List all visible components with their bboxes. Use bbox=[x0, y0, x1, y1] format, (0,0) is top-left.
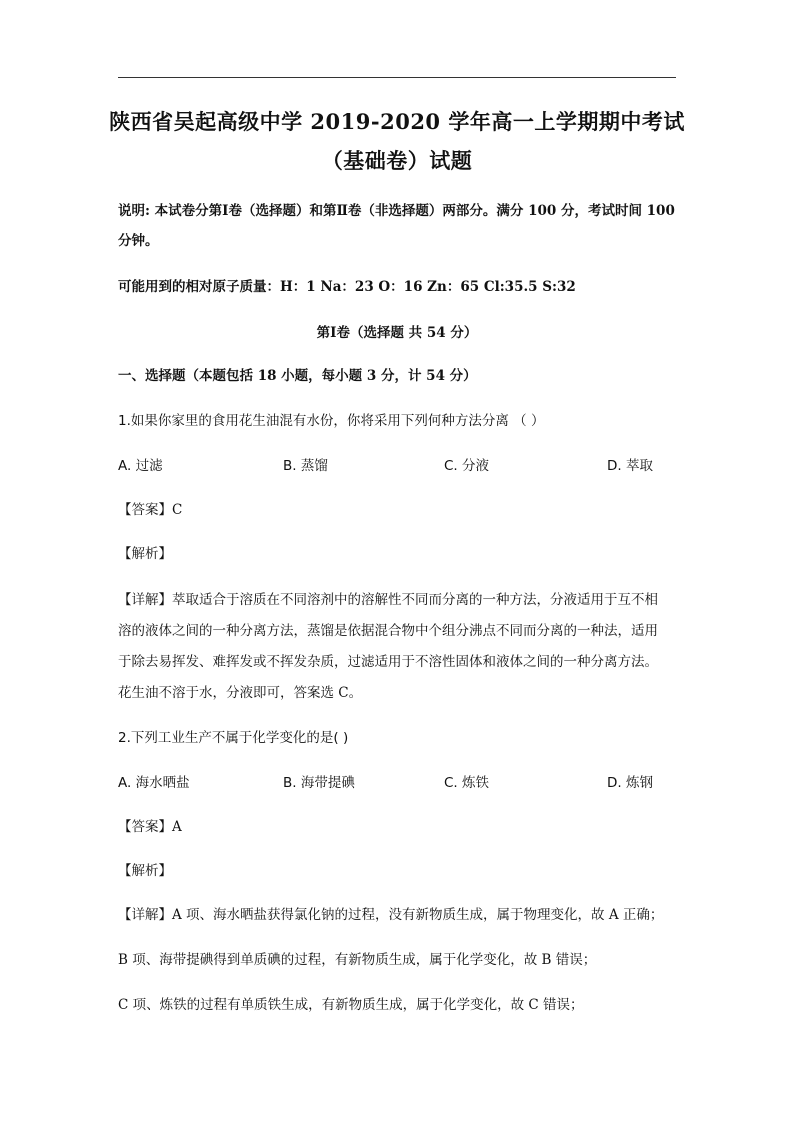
page-subtitle: （基础卷）试题 bbox=[321, 148, 473, 173]
exam-description-cont: 分钟。 bbox=[118, 233, 159, 249]
detail-line: C 项、炼铁的过程有单质铁生成，有新物质生成，属于化学变化，故 C 错误； bbox=[118, 997, 584, 1013]
option-d: D. 炼钢 bbox=[607, 775, 653, 791]
detail-line: 【详解】萃取适合于溶质在不同溶剂中的溶解性不同而分离的一种方法，分液适用于互不相 bbox=[118, 592, 658, 608]
answer: 【答案】A bbox=[118, 819, 182, 835]
detail-line: 于除去易挥发、难挥发或不挥发杂质，过滤适用于不溶性固体和液体之间的一种分离方法。 bbox=[118, 654, 658, 670]
header-rule bbox=[118, 77, 676, 78]
atomic-mass-note: 可能用到的相对原子质量：H：1 Na：23 O：16 Zn：65 Cl:35.5 S:32 bbox=[118, 279, 576, 295]
question-stem: 2.下列工业生产不属于化学变化的是( ) bbox=[118, 730, 349, 746]
option-b: B. 海带提碘 bbox=[283, 775, 355, 791]
option-c: C. 分液 bbox=[444, 458, 490, 474]
part-title: 第Ⅰ卷（选择题 共 54 分） bbox=[316, 325, 478, 341]
page-title: 陕西省吴起高级中学 2019-2020 学年高一上学期期中考试 bbox=[109, 109, 685, 134]
exam-description: 说明: 本试卷分第Ⅰ卷（选择题）和第Ⅱ卷（非选择题）两部分。满分 100 分，考试时间 100 bbox=[118, 203, 675, 219]
option-a: A. 海水晒盐 bbox=[118, 775, 190, 791]
detail-line: 花生油不溶于水，分液即可，答案选 C。 bbox=[118, 685, 363, 701]
detail-line: 溶的液体之间的一种分离方法，蒸馏是依据混合物中个组分沸点不同而分离的一种法，适用 bbox=[118, 623, 658, 639]
option-d: D. 萃取 bbox=[607, 458, 653, 474]
question-stem: 1.如果你家里的食用花生油混有水份，你将采用下列何种方法分离 （ ） bbox=[118, 413, 545, 429]
option-a: A. 过滤 bbox=[118, 458, 163, 474]
option-b: B. 蒸馏 bbox=[283, 458, 328, 474]
detail-line: B 项、海带提碘得到单质碘的过程，有新物质生成，属于化学变化，故 B 错误； bbox=[118, 952, 597, 968]
detail-line: 【详解】A 项、海水晒盐获得氯化钠的过程，没有新物质生成，属于物理变化，故 A 正确； bbox=[118, 907, 664, 923]
option-c: C. 炼铁 bbox=[444, 775, 490, 791]
analysis-label: 【解析】 bbox=[118, 863, 172, 879]
section-heading: 一、选择题（本题包括 18 小题，每小题 3 分，计 54 分） bbox=[118, 368, 477, 384]
answer: 【答案】C bbox=[118, 502, 183, 518]
analysis-label: 【解析】 bbox=[118, 546, 172, 562]
